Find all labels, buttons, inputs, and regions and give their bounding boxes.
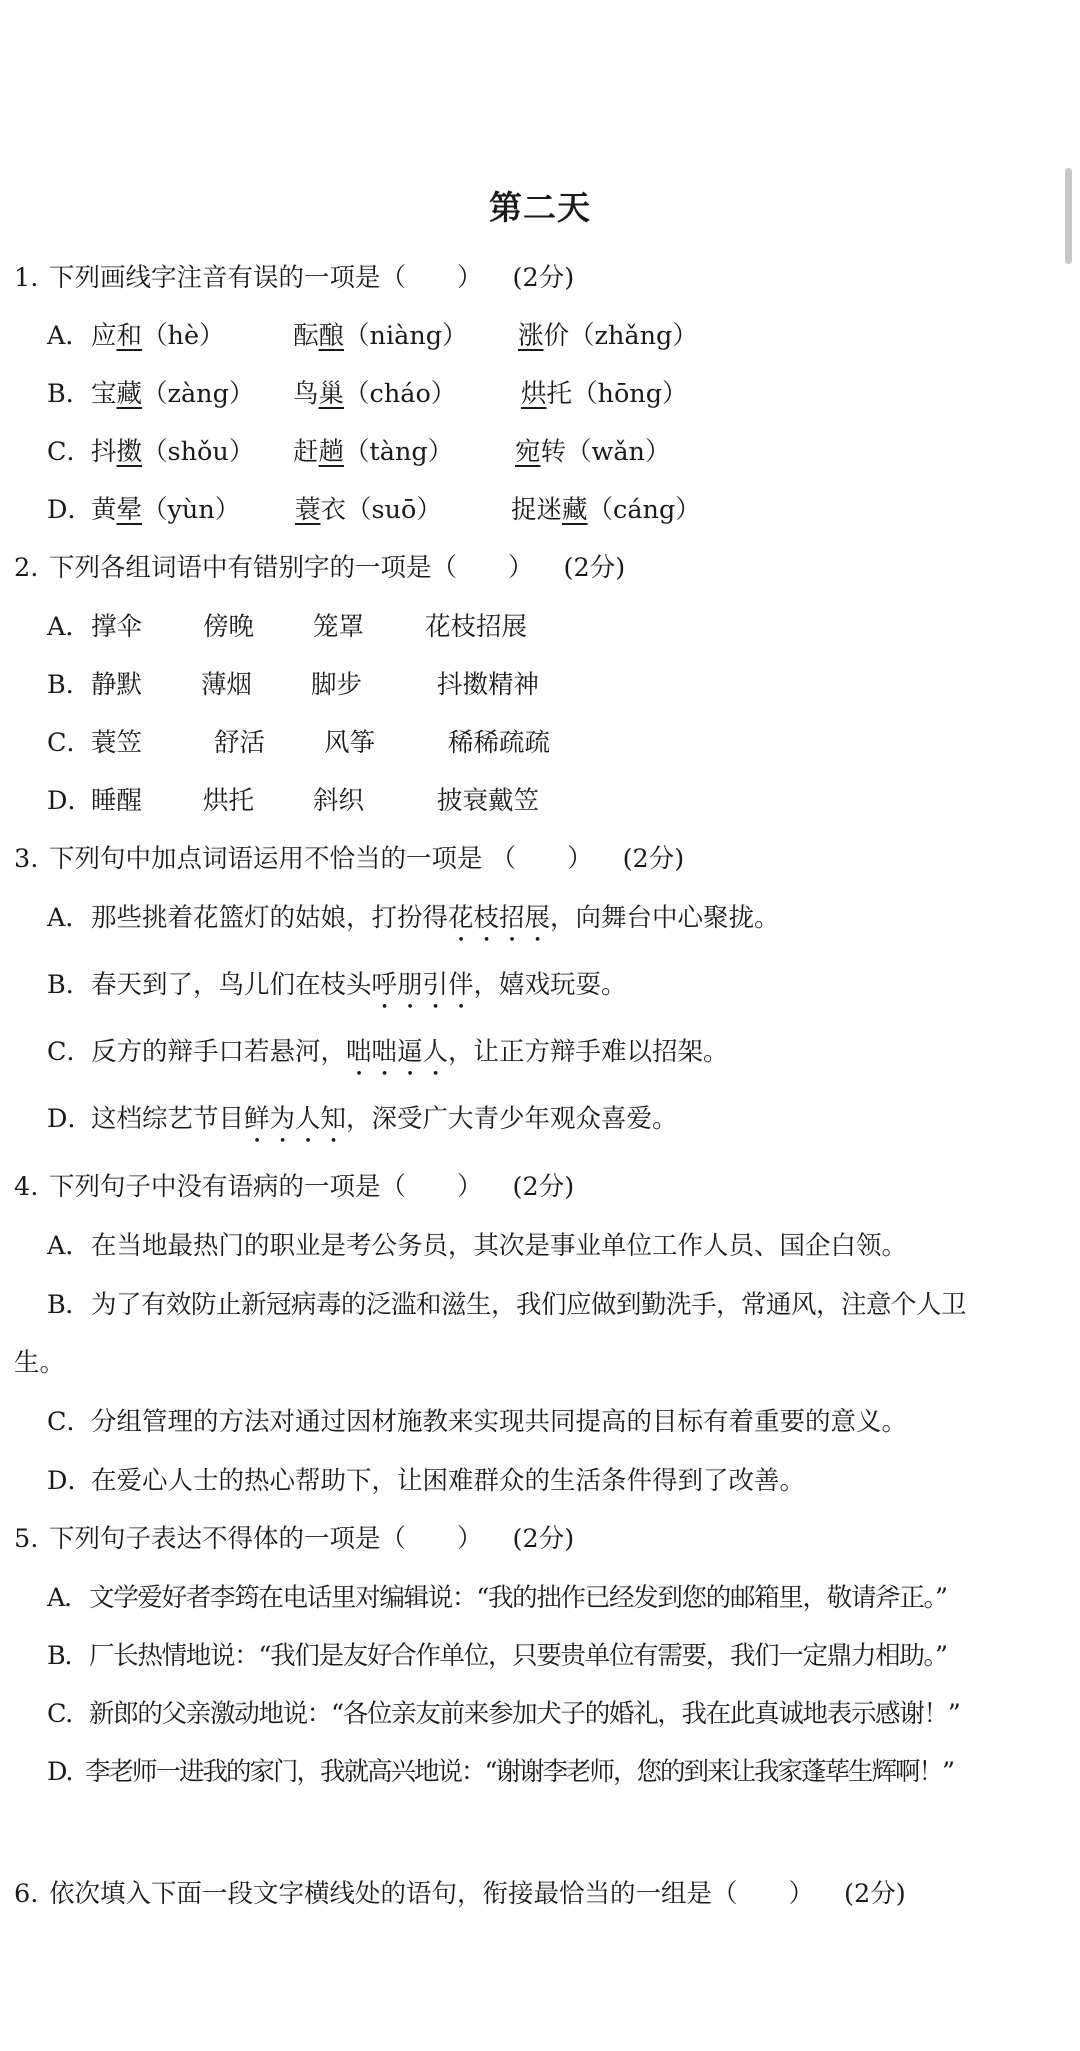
question-5-option-c[interactable] (0, 1694, 1080, 1734)
question-1-option-c[interactable] (0, 432, 1080, 472)
option-label: A． (47, 1231, 91, 1261)
option-text: 厂长热情地说：“我们是友好合作单位，只要贵单位有需要，我们一定鼎力相助。” (89, 1641, 947, 1671)
question-3-option-d[interactable] (0, 1099, 1080, 1149)
question-text: 下列句子表达不得体的一项是（ ） (49, 1524, 483, 1554)
question-5-stem (0, 1519, 1080, 1559)
question-5-option-d[interactable] (0, 1752, 1080, 1792)
question-1-stem (0, 258, 1080, 298)
option-text: 分组管理的方法对通过因材施教来实现共同提高的目标有着重要的意义。 (91, 1407, 908, 1437)
question-points: (2分) (512, 1524, 575, 1554)
option-word: 笼罩 (313, 612, 365, 642)
option-word: 傍晚 (203, 612, 255, 642)
option-text: 文学爱好者李筠在电话里对编辑说：“我的拙作已经发到您的邮箱里，敬请斧正。” (89, 1583, 947, 1613)
question-1-option-d[interactable] (0, 490, 1080, 530)
option-label: B． (47, 1290, 91, 1320)
dotted-phrase: 鲜为人知 (244, 1104, 347, 1134)
question-text: 下列句中加点词语运用不恰当的一项是 （ ） (49, 844, 593, 874)
option-label: D． (47, 1757, 89, 1787)
option-label: A． (47, 321, 91, 351)
option-word: 舒活 (214, 728, 266, 758)
question-4-option-b[interactable] (0, 1285, 1080, 1325)
option-text: 李老师一进我的家门，我就高兴地说：“谢谢李老师，您的到来让我家蓬荜生辉啊！” (85, 1757, 954, 1787)
question-4-option-d[interactable] (0, 1461, 1080, 1501)
option-text: 为了有效防止新冠病毒的泛滥和滋生，我们应做到勤洗手，常通风，注意个人卫 (91, 1290, 967, 1320)
question-4-stem (0, 1167, 1080, 1207)
option-label: B． (47, 1641, 89, 1671)
option-word: 抖擞精神 (437, 670, 540, 700)
option-word: 静默 (91, 670, 143, 700)
option-item: 涨价（zhǎng） (518, 321, 698, 351)
option-text: 那些挑着花篮灯的姑娘，打扮得 (91, 903, 449, 933)
option-item: 酝酿（niàng） (293, 321, 468, 351)
option-text: ，向舞台中心聚拢。 (550, 903, 780, 933)
question-points: (2分) (622, 844, 685, 874)
question-4-option-b-continuation: 生。 (14, 1348, 66, 1378)
option-text: 这档综艺节目 (91, 1104, 245, 1134)
option-text: 在爱心人士的热心帮助下，让困难群众的生活条件得到了改善。 (91, 1466, 806, 1496)
option-word: 烘托 (203, 786, 255, 816)
question-4-option-c[interactable] (0, 1402, 1080, 1442)
option-word: 稀稀疏疏 (448, 728, 551, 758)
option-label: B． (47, 970, 92, 1000)
option-label: C． (47, 1037, 93, 1067)
option-label: B． (47, 670, 92, 700)
option-label: D． (47, 1104, 93, 1134)
option-word: 薄烟 (201, 670, 253, 700)
question-text: 下列画线字注音有误的一项是（ ） (49, 263, 483, 293)
question-4-option-a[interactable] (0, 1226, 1080, 1266)
option-word: 披衰戴笠 (437, 786, 540, 816)
option-label: D． (47, 495, 93, 525)
option-text: 在当地最热门的职业是考公务员，其次是事业单位工作人员、国企白领。 (91, 1231, 908, 1261)
option-word: 撑伞 (91, 612, 143, 642)
question-3-option-c[interactable] (0, 1032, 1080, 1082)
question-points: (2分) (512, 263, 575, 293)
question-5-option-a[interactable] (0, 1578, 1080, 1618)
option-text: 春天到了，鸟儿们在枝头 (91, 970, 372, 1000)
option-label: A． (47, 903, 91, 933)
dotted-phrase: 咄咄逼人 (346, 1037, 449, 1067)
option-item: 应和（hè） (91, 321, 225, 351)
option-word: 斜织 (313, 786, 365, 816)
question-points: (2分) (563, 553, 626, 583)
question-2-option-c[interactable] (0, 723, 1080, 763)
question-3-option-b[interactable] (0, 965, 1080, 1015)
question-number: 1. (14, 263, 39, 293)
question-2-option-d[interactable] (0, 781, 1080, 821)
question-number: 6. (14, 1879, 39, 1909)
question-number: 3. (14, 844, 39, 874)
question-1-option-b[interactable] (0, 374, 1080, 414)
option-label: C． (47, 1407, 93, 1437)
option-text: 新郎的父亲激动地说：“各位亲友前来参加犬子的婚礼，我在此真诚地表示感谢！” (89, 1699, 960, 1729)
option-item: 黄晕（yùn） (91, 495, 241, 525)
question-number: 2. (14, 553, 39, 583)
option-word: 风筝 (324, 728, 376, 758)
option-item: 捉迷藏（cáng） (511, 495, 701, 525)
option-label: A． (47, 1583, 89, 1613)
question-text: 下列句子中没有语病的一项是（ ） (49, 1172, 483, 1202)
option-item: 抖擞（shǒu） (91, 437, 255, 467)
question-3-stem (0, 839, 1080, 879)
question-3-option-a[interactable] (0, 898, 1080, 948)
question-text: 下列各组词语中有错别字的一项是（ ） (49, 553, 534, 583)
option-label: B． (47, 379, 92, 409)
option-label: C． (47, 728, 93, 758)
option-text: ，嬉戏玩耍。 (473, 970, 627, 1000)
option-item: 宝藏（zàng） (91, 379, 255, 409)
question-6-stem (0, 1874, 1080, 1914)
option-label: D． (47, 786, 93, 816)
page-title: 第二天 (489, 188, 591, 227)
question-number: 4. (14, 1172, 39, 1202)
option-label: C． (47, 437, 93, 467)
option-text: 反方的辩手口若悬河， (91, 1037, 347, 1067)
option-item: 鸟巢（cháo） (293, 379, 457, 409)
option-text: ，深受广大青少年观众喜爱。 (346, 1104, 678, 1134)
option-word: 蓑笠 (91, 728, 143, 758)
question-points: (2分) (512, 1172, 575, 1202)
option-word: 花枝招展 (425, 612, 528, 642)
option-item: 蓑衣（suō） (295, 495, 442, 525)
question-points: (2分) (844, 1879, 906, 1909)
option-label: D． (47, 1466, 93, 1496)
option-label: A． (47, 612, 91, 642)
question-2-stem (0, 548, 1080, 588)
option-word: 睡醒 (91, 786, 143, 816)
option-item: 赶趟（tàng） (293, 437, 454, 467)
option-label: C． (47, 1699, 90, 1729)
question-text: 依次填入下面一段文字横线处的语句，衔接最恰当的一组是（ ） (49, 1879, 815, 1909)
dotted-phrase: 呼朋引伴 (371, 970, 474, 1000)
option-word: 脚步 (311, 670, 363, 700)
question-2-option-a[interactable] (0, 607, 1080, 647)
question-2-option-b[interactable] (0, 665, 1080, 705)
question-5-option-b[interactable] (0, 1636, 1080, 1676)
question-1-option-a[interactable] (0, 316, 1080, 356)
option-item: 宛转（wǎn） (515, 437, 671, 467)
option-text: ，让正方辩手难以招架。 (448, 1037, 729, 1067)
dotted-phrase: 花枝招展 (448, 903, 551, 933)
question-number: 5. (14, 1524, 39, 1554)
option-item: 烘托（hōng） (521, 379, 688, 409)
